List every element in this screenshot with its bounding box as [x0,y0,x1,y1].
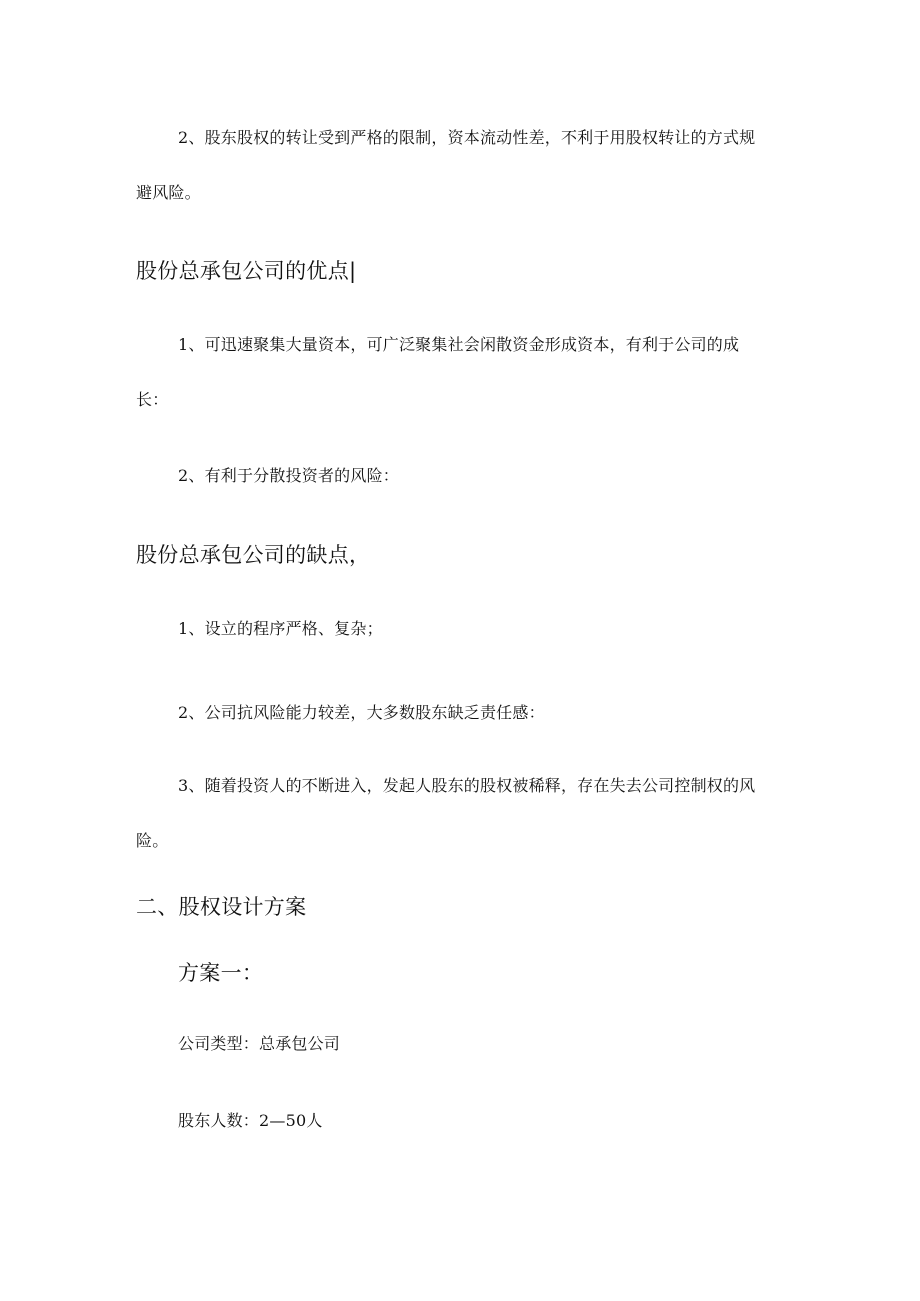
paragraph-disperse-risk: 2、有利于分散投资者的风险： [178,466,399,485]
paragraph-raise-capital-line2: 长： [136,390,169,409]
paragraph-raise-capital-line1: 1、可迅速聚集大量资本，可广泛聚集社会闲散资金形成资本，有利于公司的成 [178,335,740,354]
paragraph-dilution-line2: 险。 [136,831,169,850]
paragraph-strict-procedure: 1、设立的程序严格、复杂； [178,619,383,638]
field-shareholder-count: 股东人数：2—50人 [178,1111,323,1130]
field-company-type: 公司类型：总承包公司 [178,1034,341,1053]
heading-disadvantages: 股份总承包公司的缺点， [136,543,371,567]
paragraph-share-transfer-line1: 2、股东股权的转让受到严格的限制，资本流动性差，不利于用股权转让的方式规 [178,128,756,147]
heading-advantages: 股份总承包公司的优点| [136,259,357,283]
paragraph-dilution-line1: 3、随着投资人的不断进入，发起人股东的股权被稀释，存在失去公司控制权的风 [178,776,756,795]
heading-equity-design-plan: 二、股权设计方案 [136,895,307,919]
paragraph-weak-risk-resistance: 2、公司抗风险能力较差，大多数股东缺乏责任感： [178,703,545,722]
heading-plan-one: 方案一： [178,961,264,985]
paragraph-share-transfer-line2: 避风险。 [136,183,201,202]
